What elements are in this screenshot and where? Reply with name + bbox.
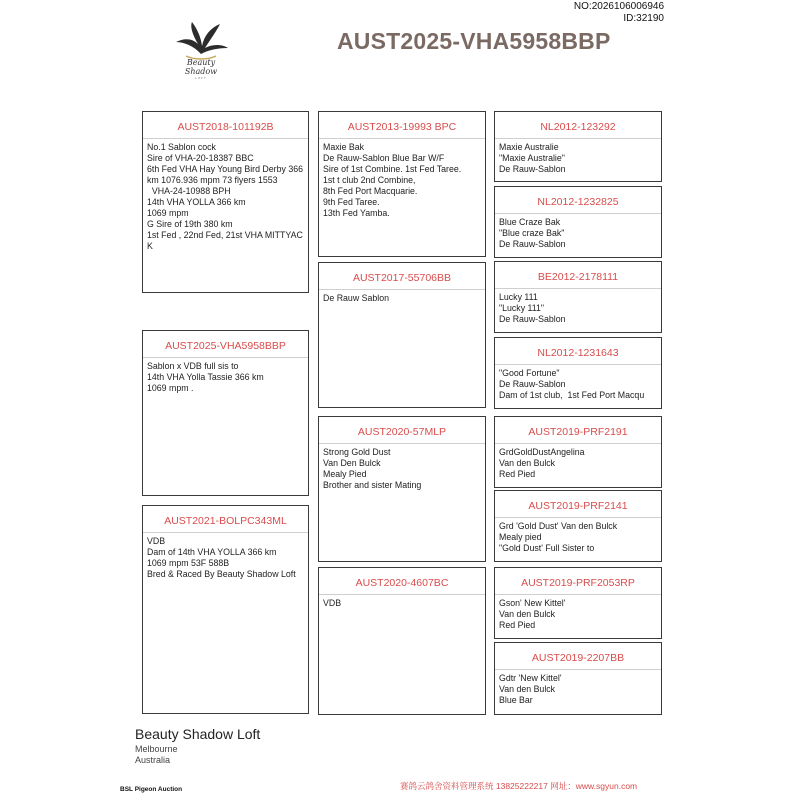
note-line: "Gold Dust' Full Sister to: [499, 543, 595, 553]
pedigree-card-ggp-2: [494, 186, 662, 258]
note-line: 1069 mpm 53F 588B: [147, 558, 230, 568]
note-line: Dam of 14th VHA YOLLA 366 km: [147, 547, 277, 557]
note-line: Red Pied: [499, 620, 536, 630]
loft-logo: [170, 20, 232, 80]
note-line: Mealy pied: [499, 532, 542, 542]
note-line: Sablon x VDB full sis to: [147, 361, 239, 371]
note-line: "Good Fortune": [499, 368, 560, 378]
card-notes: [319, 444, 485, 494]
note-line: De Rauw-Sablon: [499, 164, 566, 174]
ring-number: AUST2020-4607BC: [319, 568, 485, 595]
ring-number: AUST2018-101192B: [143, 112, 308, 139]
note-line: Gson' New Kittel': [499, 598, 566, 608]
card-notes: [319, 290, 485, 307]
note-line: No.1 Sablon cock: [147, 142, 216, 152]
note-line: Sire of VHA-20-18387 BBC: [147, 153, 254, 163]
card-notes: [143, 533, 308, 583]
card-notes: [495, 670, 661, 709]
note-line: De Rauw Sablon: [323, 293, 390, 303]
note-line: 13th Fed Yamba.: [323, 208, 390, 218]
card-notes: [143, 139, 308, 255]
note-line: De Rauw-Sablon: [499, 379, 566, 389]
card-notes: [495, 214, 661, 253]
card-notes: [495, 289, 661, 328]
loft-info: [135, 726, 260, 766]
note-line: VDB: [323, 598, 342, 608]
note-line: "Lucky 111": [499, 303, 545, 313]
note-line: 1st Fed , 22nd Fed, 21st VHA MITTYACK: [147, 230, 303, 251]
note-line: Van Den Bulck: [323, 458, 381, 468]
logo-text: Beauty Shadow: [184, 58, 218, 76]
note-line: 1069 mpm: [147, 208, 189, 218]
note-line: Brother and sister Mating: [323, 480, 422, 490]
pedigree-card-sire-dam: [318, 262, 486, 408]
note-line: 14th VHA Yolla Tassie 366 km: [147, 372, 264, 382]
bird-logo-icon: [170, 20, 232, 60]
note-line: De Rauw-Sablon: [499, 239, 566, 249]
footer-brand: BSL Pigeon Auction: [120, 786, 183, 793]
note-line: Blue Craze Bak: [499, 217, 561, 227]
card-notes: [319, 139, 485, 222]
ring-number: AUST2019-2207BB: [495, 643, 661, 670]
note-line: Sire of 1st Combine. 1st Fed Taree.: [323, 164, 462, 174]
note-line: Maxie Australie: [499, 142, 559, 152]
pedigree-card-ggp-8: [494, 642, 662, 715]
ring-number: AUST2019-PRF2141: [495, 491, 661, 518]
note-line: VDB: [147, 536, 166, 546]
loft-name: Beauty Shadow Loft: [135, 726, 261, 742]
note-line: 1st t club 2nd Combine,: [323, 175, 416, 185]
card-notes: [495, 444, 661, 483]
card-notes: [143, 358, 308, 397]
record-id: ID:32190: [623, 13, 664, 24]
pedigree-card-dam-dam: [318, 567, 486, 715]
note-line: Grd 'Gold Dust' Van den Bulck: [499, 521, 618, 531]
card-notes: [495, 595, 661, 634]
ring-number: AUST2020-57MLP: [319, 417, 485, 444]
ring-number: AUST2017-55706BB: [319, 263, 485, 290]
note-line: Van den Bulck: [499, 458, 556, 468]
note-line: VHA-24-10988 BPH: [147, 186, 231, 196]
card-notes: [495, 518, 661, 557]
loft-country: Australia: [135, 755, 171, 765]
note-line: Dam of 1st club, 1st Fed Port Macqu: [499, 390, 645, 400]
note-line: Van den Bulck: [499, 609, 556, 619]
pedigree-card-dam-sire: [318, 416, 486, 562]
ring-number: BE2012-2178111: [495, 262, 661, 289]
pedigree-card-ggp-5: [494, 416, 662, 488]
ring-number: AUST2013-19993 BPC: [319, 112, 485, 139]
note-line: 14th VHA YOLLA 366 km: [147, 197, 246, 207]
note-line: Mealy Pied: [323, 469, 367, 479]
logo-subtext: LOFT: [195, 76, 207, 80]
pedigree-card-ggp-6: [494, 490, 662, 562]
note-line: Van den Bulck: [499, 684, 556, 694]
ring-number: AUST2019-PRF2053RP: [495, 568, 661, 595]
card-notes: [319, 595, 485, 612]
note-line: 1069 mpm .: [147, 383, 194, 393]
note-line: Maxie Bak: [323, 142, 365, 152]
ring-number: NL2012-1232825: [495, 187, 661, 214]
note-line: 8th Fed Port Macquarie.: [323, 186, 418, 196]
ring-number: AUST2025-VHA5958BBP: [143, 331, 308, 358]
note-line: Blue Bar: [499, 695, 533, 705]
note-line: GrdGoldDustAngelina: [499, 447, 585, 457]
pedigree-card-ggp-1: [494, 111, 662, 182]
note-line: De Rauw-Sablon Blue Bar W/F: [323, 153, 445, 163]
footer-contact: 赛鸽云鸽舍资料管理系统 13825222217 网址：www.sgyun.com: [400, 781, 638, 791]
page-title: AUST2025-VHA5958BBP: [337, 28, 611, 54]
note-line: "Maxie Australie": [499, 153, 565, 163]
pedigree-card-sire: [142, 111, 309, 293]
pedigree-card-ggp-4: [494, 337, 662, 409]
ring-number: NL2012-1231643: [495, 338, 661, 365]
pedigree-card-sire-sire: [318, 111, 486, 257]
ring-number: AUST2019-PRF2191: [495, 417, 661, 444]
note-line: Gdtr 'New Kittel': [499, 673, 562, 683]
pedigree-card-dam: [142, 505, 309, 714]
ring-number: AUST2021-BOLPC343ML: [143, 506, 308, 533]
pedigree-card-ggp-3: [494, 261, 662, 333]
card-notes: [495, 365, 661, 404]
note-line: 6th Fed VHA Hay Young Bird Derby 366 km 1076.936 mpm 73 flyers 1553: [147, 164, 306, 185]
note-line: Bred & Raced By Beauty Shadow Loft: [147, 569, 296, 579]
note-line: De Rauw-Sablon: [499, 314, 566, 324]
ring-number: NL2012-123292: [495, 112, 661, 139]
card-notes: [495, 139, 661, 178]
note-line: "Blue craze Bak": [499, 228, 565, 238]
note-line: Lucky 111: [499, 292, 538, 302]
record-number: NO:2026106006946: [573, 1, 664, 12]
loft-city: Melbourne: [135, 744, 178, 754]
pedigree-card-ggp-7: [494, 567, 662, 639]
note-line: Red Pied: [499, 469, 536, 479]
pedigree-card-subject: [142, 330, 309, 496]
note-line: G Sire of 19th 380 km: [147, 219, 233, 229]
note-line: 9th Fed Taree.: [323, 197, 380, 207]
note-line: Strong Gold Dust: [323, 447, 391, 457]
